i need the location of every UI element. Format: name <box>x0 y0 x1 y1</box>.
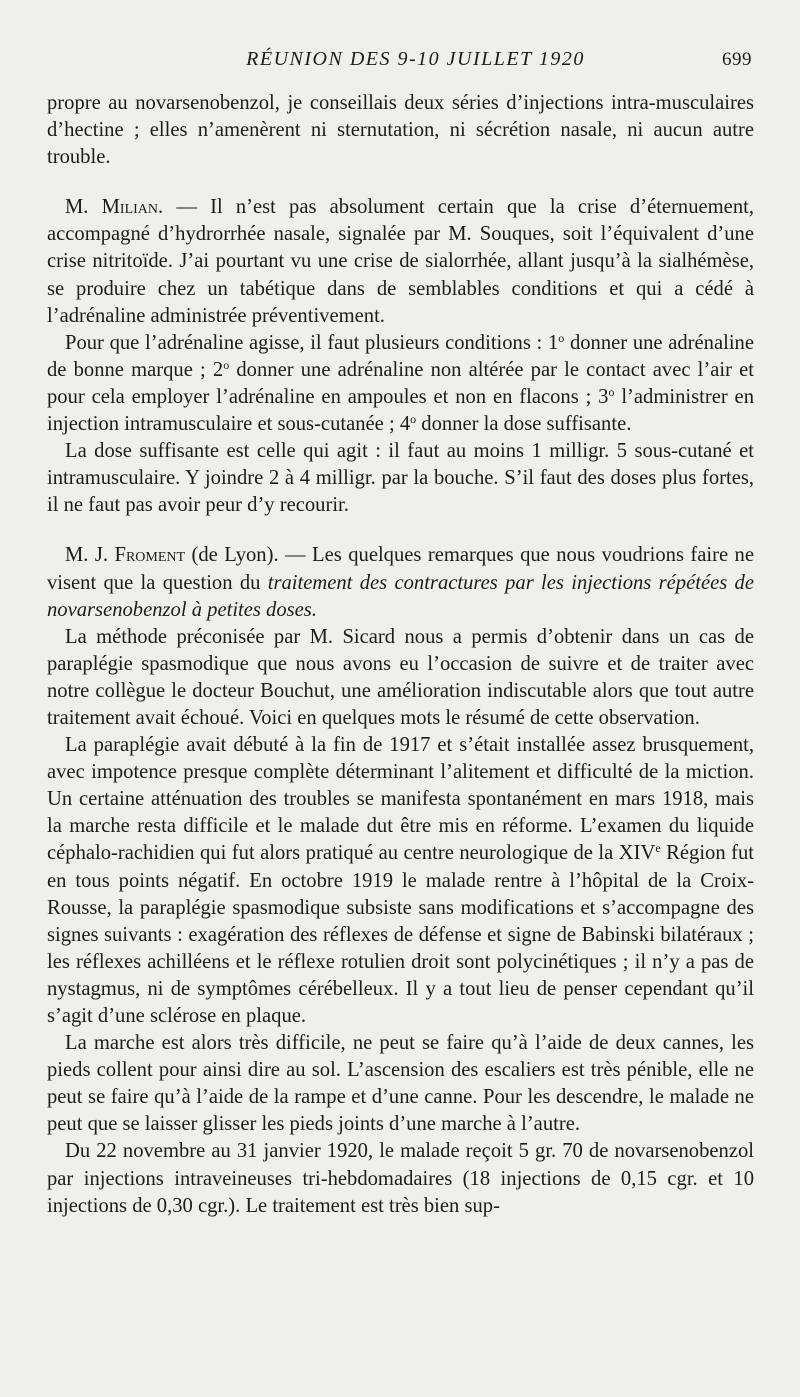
milian-paragraph-3: La dose suffisante est celle qui agit : il faut au moins 1 milligr. 5 sous-cutané et intramusculaire. Y joindre 2 à 4 milligr. par la bouche. S’il faut des doses plus fortes, il ne faut pas avoir peur d’y recourir. <box>47 440 754 517</box>
page-header <box>47 48 754 82</box>
froment-text-3b: Région fut en tous points négatif. En octobre 1919 le malade rentre à l’hôpital de la Croix-Rousse, la paraplégie spasmodique subsiste sans modifications et s’accompagne des signes suivants : exagération des réflexes de défense et signe de Babinski bilatéraux ; les réflexes achilléens et le réflexe rotulien droit sont polycinétiques ; il n’y a pas de nystagmus, ni de symptômes cérébelleux. Il y a tout lieu de penser cependant qu’il s’agit d’une sclérose en plaque. <box>47 842 754 1027</box>
section-gap <box>47 171 754 194</box>
milian-text-2c: donner une adrénaline non altérée par le contact avec l’air et pour cela employer l’adrénaline en ampoules et non en flacons ; 3 <box>47 358 754 408</box>
milian-text-2a: Pour que l’adrénaline agisse, il faut plusieurs conditions : 1 <box>65 331 559 354</box>
froment-emphasis: traitement des contractures par les injections répétées de novarsenobenzol à petites doses. <box>47 571 754 621</box>
section-gap <box>47 519 754 542</box>
froment-paragraph-3 <box>47 732 754 1030</box>
ordinal-sup: o <box>558 330 565 345</box>
ordinal-sup: e <box>655 841 661 856</box>
froment-paragraph-2: La méthode préconisée par M. Sicard nous a permis d’obtenir dans un cas de paraplégie spasmodique que nous avons eu l’occasion de suivre et de traiter avec notre collègue le docteur Bouchut, une amélioration indiscutable alors que tout autre traitement avait échoué. Voici en quelques mots le résumé de cette observation. <box>47 625 754 729</box>
ordinal-sup: o <box>608 384 615 399</box>
froment-paragraph-4: La marche est alors très difficile, ne peut se faire qu’à l’aide de deux cannes, les pieds collent pour ainsi dire au sol. L’ascension des escaliers est très pénible, elle ne peut se faire qu’à l’aide de la rampe et d’une canne. Pour les descendre, le malade ne peut que se laisser glisser les pieds joints d’une marche à l’autre. <box>47 1032 754 1136</box>
milian-text-2d: l’administrer en injection intramusculaire et sous-cutanée ; 4 <box>47 385 754 436</box>
ordinal-sup: o <box>223 357 230 372</box>
running-title: RÉUNION DES 9-10 JUILLET 1920 <box>246 48 585 70</box>
milian-text-2b: donner une adrénaline de bonne marque ; 2 <box>47 331 754 381</box>
speaker-name-froment: Froment <box>114 544 186 567</box>
milian-text-2e: donner la dose suffisante. <box>416 413 632 436</box>
page-number: 699 <box>722 49 752 70</box>
froment-paragraph-5: Du 22 novembre au 31 janvier 1920, le malade reçoit 5 gr. 70 de novarsenobenzol par injections intraveineuses tri-hebdomadaires (18 injections de 0,15 cgr. et 10 injections de 0,30 cgr.). Le traitement est très bien sup- <box>47 1140 754 1217</box>
froment-text-3a: La paraplégie avait débuté à la fin de 1917 et s’était installée assez brusquement, avec impotence presque complète déterminant l’alitement et difficulté de la miction. Un certaine atténuation des troubles se manifesta spontanément en mars 1918, mais la marche resta difficile et le malade dut être mis en réforme. L’examen du liquide céphalo-rachidien qui fut alors pratiqué au centre neurologique de la XIV <box>47 734 754 865</box>
ordinal-sup: o <box>410 412 417 427</box>
paragraph-continuation: propre au novarsenobenzol, je conseillais deux séries d’injections intra-musculaires d’hectine ; elles n’amenèrent ni sternutation, ni sécrétion nasale, ni aucun autre trouble. <box>47 92 754 169</box>
milian-text-1: . — Il n’est pas absolument certain que la crise d’éternuement, accompagné d’hydrorrhée nasale, signalée par M. Souques, soit l’équivalent d’une crise nitritoïde. J’ai pourtant vu une crise de sialorrhée, allant jusqu’à la sialhémèse, se produire chez un tabétique dans de semblables conditions et qui a cédé à l’adrénaline administrée préventivement. <box>47 196 754 327</box>
speaker-name-milian: Milian <box>101 196 159 219</box>
milian-paragraph-2 <box>47 330 754 438</box>
speaker-prefix: M. <box>65 196 102 219</box>
milian-paragraph-1 <box>47 194 754 329</box>
froment-paragraph-1 <box>47 542 754 623</box>
speaker-prefix: M. J. <box>65 544 115 567</box>
froment-intro: (de Lyon). — Les quelques remarques que nous voudrions faire ne visent que la question du <box>47 544 754 594</box>
